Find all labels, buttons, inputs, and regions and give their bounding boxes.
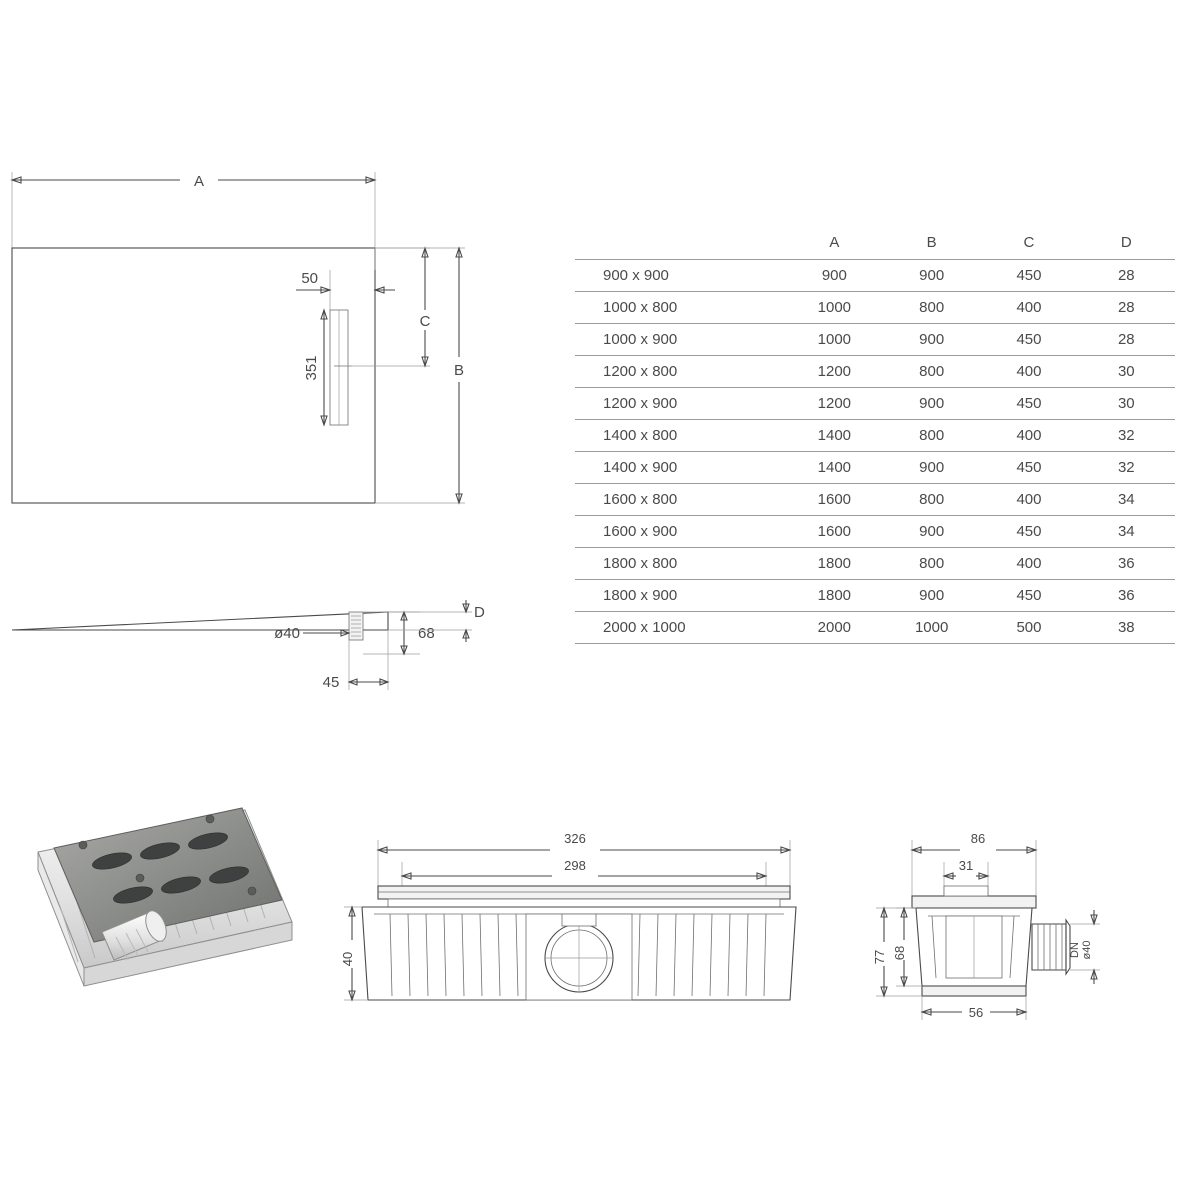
cell-c: 400: [980, 420, 1077, 452]
cell-c: 450: [980, 388, 1077, 420]
cell-b: 900: [883, 580, 980, 612]
table-row: [575, 484, 1175, 516]
table-row: [575, 612, 1175, 644]
cell-b: 900: [883, 452, 980, 484]
column-header-a: A: [829, 234, 840, 251]
cell-size: 2000 x 1000: [575, 612, 786, 644]
cell-d: 34: [1078, 484, 1175, 516]
table-row: [575, 516, 1175, 548]
cell-d: 36: [1078, 548, 1175, 580]
table-row: [575, 420, 1175, 452]
tray-side-view: [0, 590, 500, 715]
cell-c: 450: [980, 452, 1077, 484]
dim-label-68-trap: 68: [892, 945, 907, 961]
cell-size: 1200 x 900: [575, 388, 786, 420]
cell-a: 1800: [786, 548, 883, 580]
table-row: [575, 580, 1175, 612]
cell-a: 1200: [786, 388, 883, 420]
cell-b: 800: [883, 548, 980, 580]
cell-b: 900: [883, 324, 980, 356]
dim-label-40: 40: [340, 951, 355, 967]
dim-label-50: 50: [301, 270, 318, 287]
cell-b: 1000: [883, 612, 980, 644]
table-row: [575, 452, 1175, 484]
cell-a: 1000: [786, 324, 883, 356]
dim-label-c: C: [419, 313, 431, 330]
cell-b: 800: [883, 292, 980, 324]
table-row: [575, 388, 1175, 420]
dim-label-86: 86: [970, 831, 986, 846]
dim-label-56: 56: [968, 1005, 984, 1020]
cell-a: 1400: [786, 452, 883, 484]
cell-c: 400: [980, 484, 1077, 516]
cell-b: 800: [883, 484, 980, 516]
cell-size: 1400 x 900: [575, 452, 786, 484]
cell-d: 38: [1078, 612, 1175, 644]
dim-label-326: 326: [564, 831, 586, 846]
dim-label-351: 351: [303, 355, 320, 381]
cell-a: 1400: [786, 420, 883, 452]
cell-a: 1000: [786, 292, 883, 324]
cell-d: 32: [1078, 420, 1175, 452]
table-row: [575, 324, 1175, 356]
cell-c: 400: [980, 548, 1077, 580]
cell-c: 500: [980, 612, 1077, 644]
cell-b: 900: [883, 260, 980, 292]
dim-label-31: 31: [958, 858, 974, 873]
table-header-row: [575, 230, 1175, 260]
cell-c: 400: [980, 292, 1077, 324]
dim-label-d: D: [474, 604, 485, 621]
dim-label-298: 298: [564, 858, 586, 873]
dim-label-77: 77: [872, 949, 887, 965]
dim-label-dn-40: ø40: [1081, 940, 1093, 960]
cell-c: 450: [980, 580, 1077, 612]
column-header-b: B: [926, 234, 937, 251]
cell-d: 30: [1078, 356, 1175, 388]
column-header-c: C: [1023, 234, 1035, 251]
cell-a: 1800: [786, 580, 883, 612]
cell-size: 1800 x 900: [575, 580, 786, 612]
cell-a: 2000: [786, 612, 883, 644]
cell-c: 450: [980, 324, 1077, 356]
table-row: [575, 356, 1175, 388]
cell-size: 1000 x 900: [575, 324, 786, 356]
cell-a: 1200: [786, 356, 883, 388]
cell-d: 32: [1078, 452, 1175, 484]
cell-size: 1200 x 800: [575, 356, 786, 388]
dim-label-b: B: [453, 362, 465, 379]
dim-label-68: 68: [418, 625, 435, 642]
cell-c: 450: [980, 516, 1077, 548]
column-header-d: D: [1120, 234, 1132, 251]
cell-size: 1600 x 900: [575, 516, 786, 548]
cell-c: 450: [980, 260, 1077, 292]
table-row: [575, 548, 1175, 580]
cell-b: 800: [883, 420, 980, 452]
cell-b: 800: [883, 356, 980, 388]
cell-d: 28: [1078, 292, 1175, 324]
cell-b: 900: [883, 516, 980, 548]
cell-size: 1400 x 800: [575, 420, 786, 452]
dim-label-a: A: [193, 173, 205, 190]
cell-size: 1000 x 800: [575, 292, 786, 324]
table-row: [575, 260, 1175, 292]
cell-d: 28: [1078, 260, 1175, 292]
cell-b: 900: [883, 388, 980, 420]
tray-top-view: [0, 150, 500, 530]
cell-d: 30: [1078, 388, 1175, 420]
cell-size: 900 x 900: [575, 260, 786, 292]
channel-front-view: [330, 800, 810, 1030]
dim-label-dn: DN: [1069, 942, 1081, 958]
cell-c: 400: [980, 356, 1077, 388]
cell-d: 36: [1078, 580, 1175, 612]
channel-3d-render: [20, 790, 320, 1020]
cell-a: 1600: [786, 516, 883, 548]
cell-d: 28: [1078, 324, 1175, 356]
cell-size: 1800 x 800: [575, 548, 786, 580]
cell-d: 34: [1078, 516, 1175, 548]
trap-side-view: [860, 800, 1120, 1030]
dim-label-45: 45: [322, 674, 340, 691]
cell-size: 1600 x 800: [575, 484, 786, 516]
cell-a: 1600: [786, 484, 883, 516]
table-row: [575, 292, 1175, 324]
cell-a: 900: [786, 260, 883, 292]
dim-label-diameter-40: ø40: [274, 625, 300, 642]
column-header-name: [575, 230, 786, 260]
dimension-table: [575, 230, 1175, 644]
